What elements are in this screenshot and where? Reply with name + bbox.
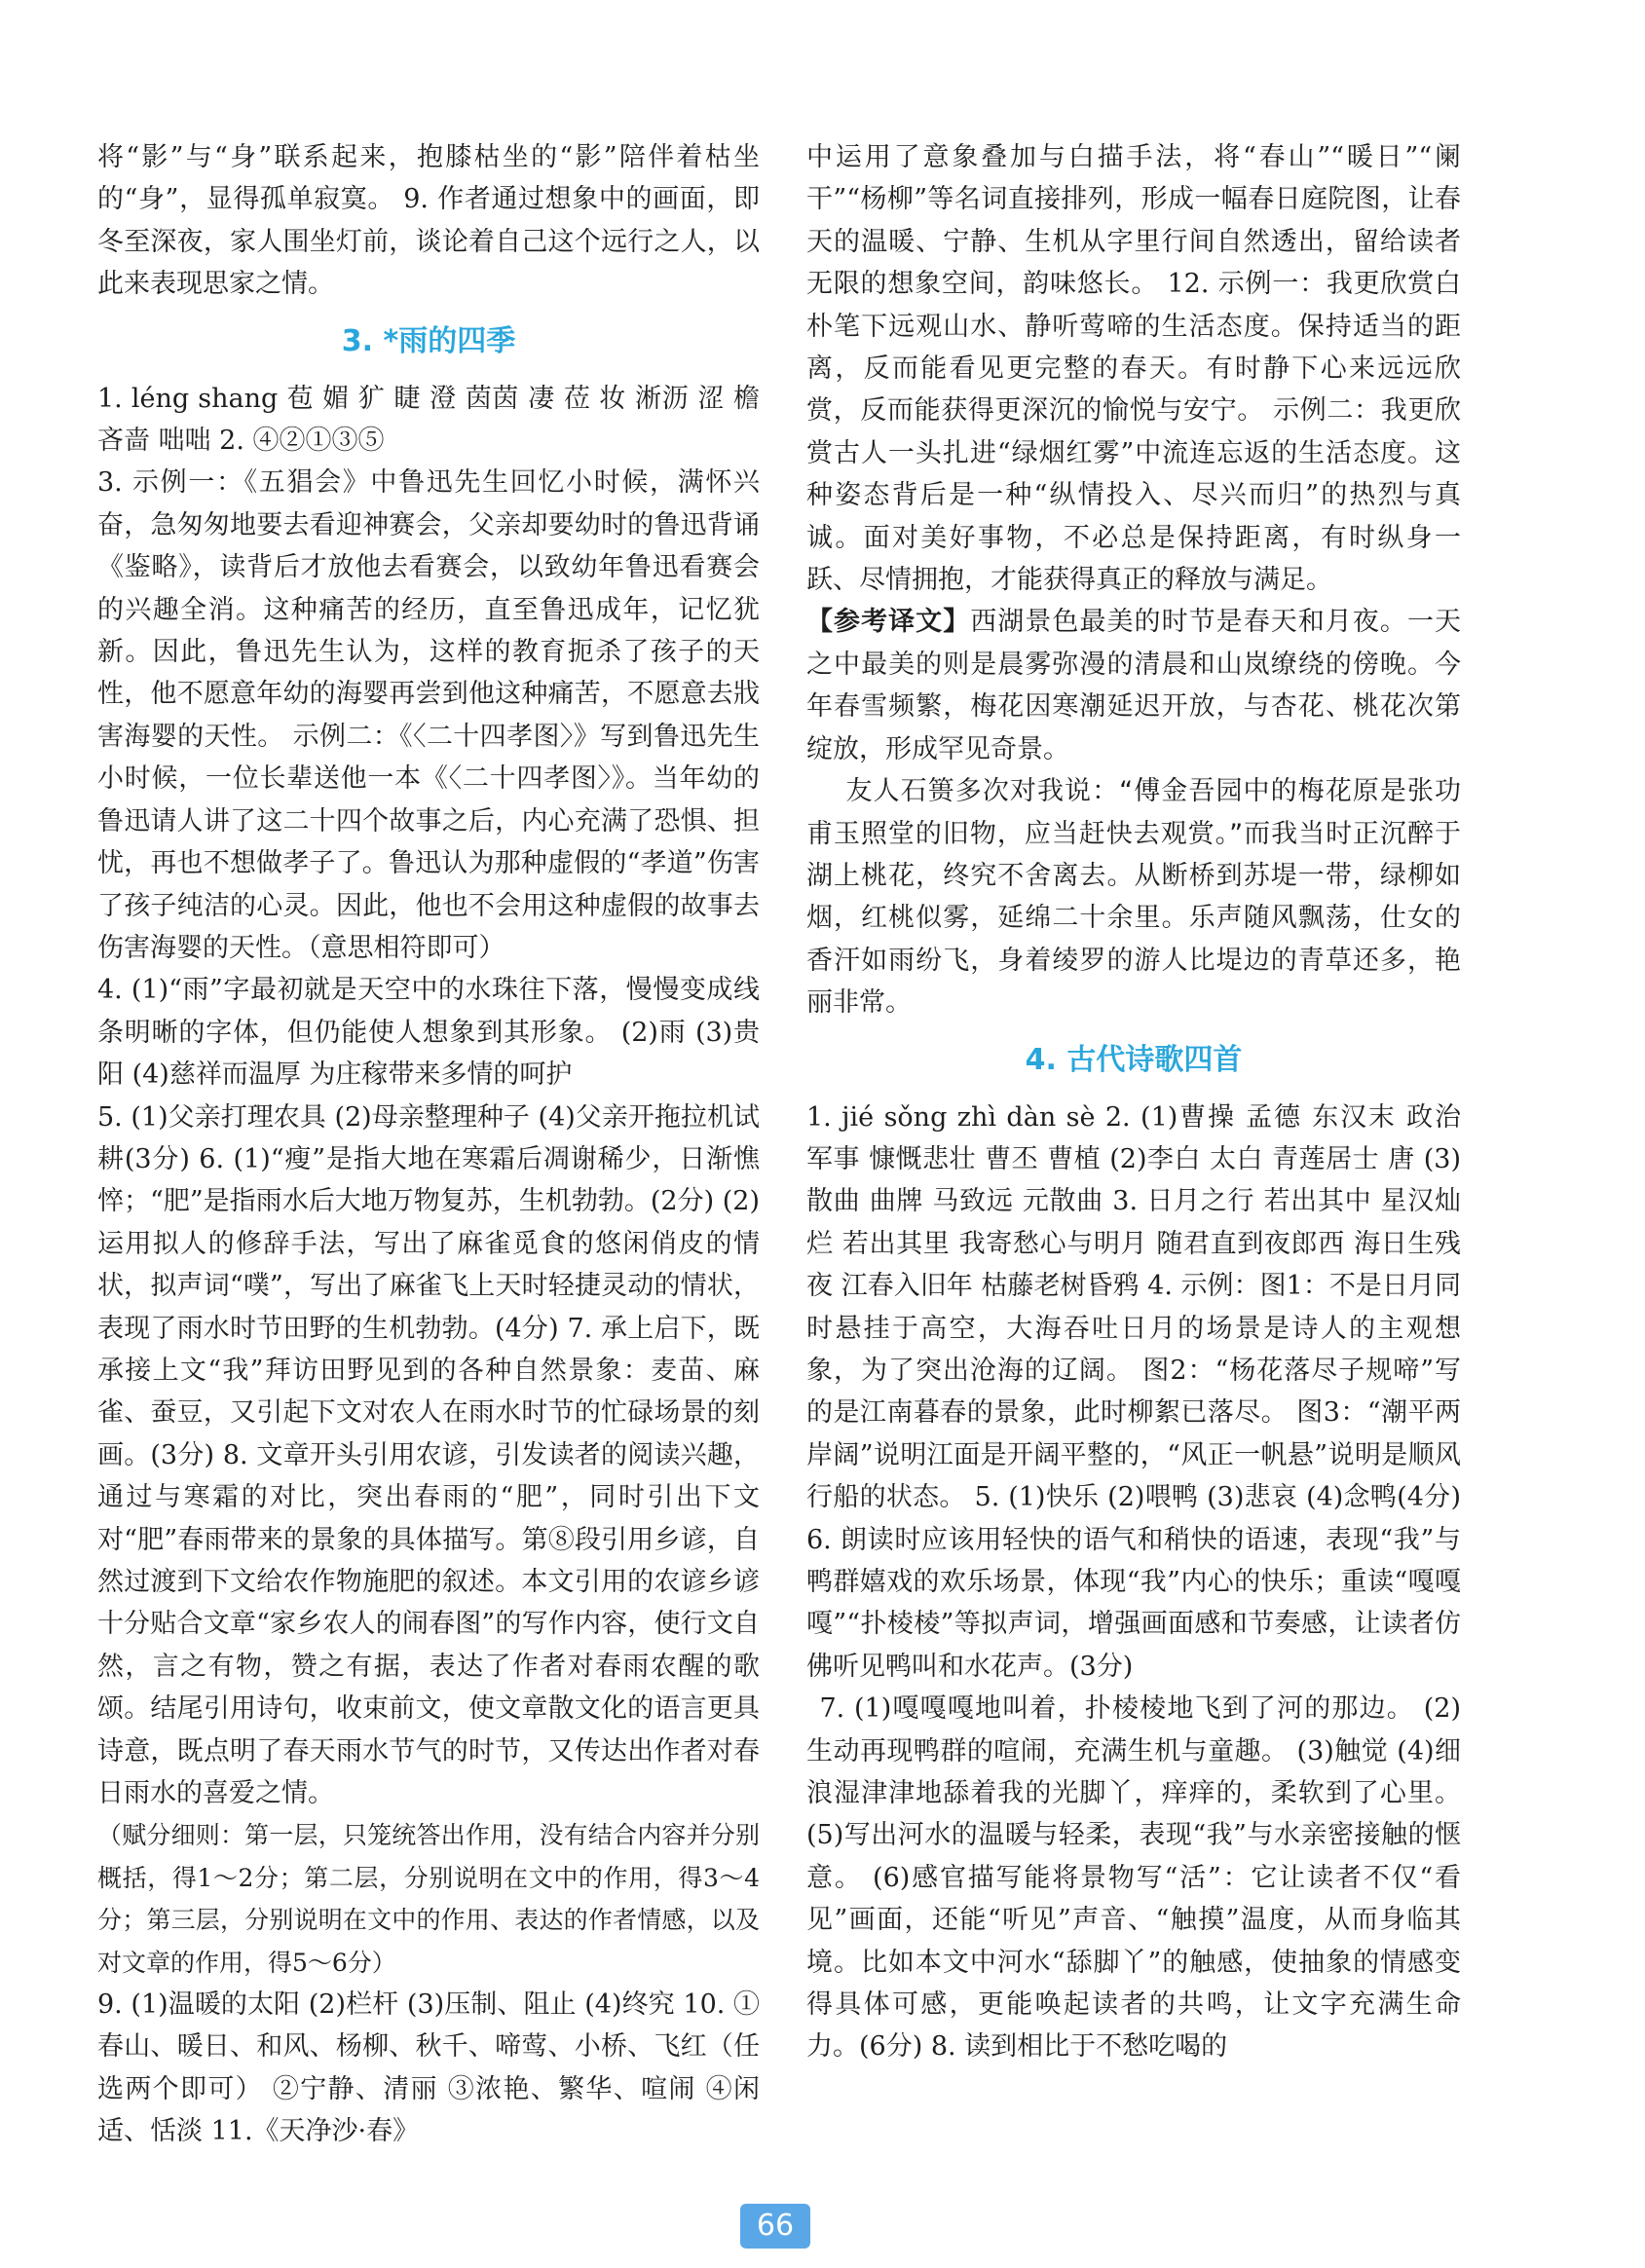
answer-text-p1: 1. léng shang 苞 媚 犷 睫 澄 茵茵 凄 莅 妆 淅沥 涩 檐 吝啬 咄咄 2. ④②①③⑤ [97, 383, 760, 457]
answer-text-p6: 9. (1)温暖的太阳 (2)栏杆 (3)压制、阻止 (4)终究 10. ①春山、暖日、和风、杨柳、秋千、啼莺、小桥、飞红（任选两个即可） ②宁静、清丽 ③浓艳、繁华、喧闹 ④闲适、恬淡 11.《天净沙·春》 [97, 1989, 760, 2147]
answer-text-r1: 中运用了意象叠加与白描手法，将“春山”“暖日”“阑干”“杨柳”等名词直接排列，形成一幅春日庭院图，让春天的温暖、宁静、生机从字里行间自然透出，留给读者无限的想象空间，韵味悠长。 12. 示例一：我更欣赏白朴笔下远观山水、静听莺啼的生活态度。保持适当的距离，反而能看见更完整的春天。有时静下心来远远欣赏，反而能获得更深沉的愉悦与安宁。 示例二：我更欣赏古人一头扎进“绿烟红雾”中流连忘返的生活态度。这种姿态背后是一种“纵情投入、尽兴而归”的热烈与真诚。面对美好事物，不必总是保持距离，有时纵身一跃、尽情拥抱，才能获得真正的释放与满足。 [806, 142, 1461, 596]
translation-text-2: 友人石篑多次对我说：“傅金吾园中的梅花原是张功甫玉照堂的旧物，应当赶快去观赏。”而我当时正沉醉于湖上桃花，终究不舍离去。从断桥到苏堤一带，绿柳如烟，红桃似雾，延绵二十余里。乐声随风飘荡，仕女的香汗如雨纷飞，身着绫罗的游人比堤边的青草还多，艳丽非常。 [806, 776, 1461, 1019]
reference-translation [806, 601, 1461, 770]
right-column [806, 136, 1461, 2068]
answer-text-intro: 将“影”与“身”联系起来，抱膝枯坐的“影”陪伴着枯坐的“身”，显得孤单寂寞。 9. 作者通过想象中的画面，即冬至深夜，家人围坐灯前，谈论着自己这个远行之人，以此来表现思家之情。 [97, 142, 760, 300]
answer-text-r2: 1. jié sǒng zhì dàn sè 2. (1)曹操 孟德 东汉末 政治 军事 慷慨悲壮 曹丕 曹植 (2)李白 太白 青莲居士 唐 (3)散曲 曲牌 马致远 元散曲 3. 日月之行 若出其中 星汉灿烂 若出其里 我寄愁心与明月 随君直到夜郎西 海日生残夜 江春入旧年 枯藤老树昏鸦 4. 示例：图1：不是日月同时悬挂于高空，大海吞吐日月的场景是诗人的主观想象，为了突出沧海的辽阔。 图2：“杨花落尽子规啼”写的是江南暮春的景象，此时柳絮已落尽。 图3：“潮平两岸阔”说明江面是开阔平整的，“风正一帆悬”说明是顺风行船的状态。 5. (1)快乐 (2)喂鸭 (3)悲哀 (4)念鸭(4分) 6. 朗读时应该用轻快的语气和稍快的语速，表现“我”与鸭群嬉戏的欢乐场景，体现“我”内心的快乐；重读“嘎嘎嘎”“扑棱棱”等拟声词，增强画面感和节奏感，让读者仿佛听见鸭叫和水花声。(3分) [806, 1101, 1461, 1682]
left-column [97, 136, 760, 2153]
answer-text-p3: 4. (1)“雨”字最初就是天空中的水珠往下落，慢慢变成线条明晰的字体，但仍能使人想象到其形象。 (2)雨 (3)贵阳 (4)慈祥而温厚 为庄稼带来多情的呵护 [97, 975, 760, 1091]
answer-text-p4: 5. (1)父亲打理农具 (2)母亲整理种子 (4)父亲开拖拉机试耕(3分) 6. (1)“瘦”是指大地在寒霜后凋谢稀少，日渐憔悴；“肥”是指雨水后大地万物复苏，生机勃勃。(2分) (2)运用拟人的修辞手法，写出了麻雀觅食的悠闲俏皮的情状，拟声词“噗”，写出了麻雀飞上天时轻捷灵动的情状，表现了雨水时节田野的生机勃勃。(4分) 7. 承上启下，既承接上文“我”拜访田野见到的各种自然景象：麦苗、麻雀、蚕豆，又引起下文对农人在雨水时节的忙碌场景的刻画。(3分) 8. 文章开头引用农谚，引发读者的阅读兴趣，通过与寒霜的对比，突出春雨的“肥”，同时引出下文对“肥”春雨带来的景象的具体描写。第⑧段引用乡谚，自然过渡到下文给农作物施肥的叙述。本文引用的农谚乡谚十分贴合文章“家乡农人的闹春图”的写作内容，使行文自然，言之有物，赞之有据，表达了作者对春雨农醒的歌颂。结尾引用诗句，收束前文，使文章散文化的语言更具诗意，既点明了春天雨水节气的时节，又传达出作者对春日雨水的喜爱之情。 [97, 1101, 760, 1809]
answer-text-p2: 3. 示例一：《五猖会》中鲁迅先生回忆小时候，满怀兴奋，急匆匆地要去看迎神赛会，父亲却要幼时的鲁迅背诵《鉴略》，读背后才放他去看赛会，以致幼年鲁迅看赛会的兴趣全消。这种痛苦的经历，直至鲁迅成年，记忆犹新。因此，鲁迅先生认为，这样的教育扼杀了孩子的天性，他不愿意年幼的海婴再尝到他这种痛苦，不愿意去戕害海婴的天性。 示例二：《〈二十四孝图〉》写到鲁迅先生小时候，一位长辈送他一本《〈二十四孝图〉》。当年幼的鲁迅请人讲了这二十四个故事之后，内心充满了恐惧、担忧，再也不想做孝子了。鲁迅认为那种虚假的“孝道”伤害了孩子纯洁的心灵。因此，他也不会用这种虚假的故事去伤害海婴的天性。（意思相符即可） [97, 467, 760, 963]
section-title-4: 4. 古代诗歌四首 [1025, 1042, 1243, 1077]
page-number-badge: 66 [740, 2204, 810, 2249]
scoring-notes: （赋分细则：第一层，只笼统答出作用，没有结合内容并分别概括，得1～2分；第二层，分别说明在文中的作用，得3～4分；第三层，分别说明在文中的作用、表达的作者情感，以及对文章的作用，得5～6分） [97, 1821, 760, 1977]
section-title-3: 3. *雨的四季 [341, 323, 516, 358]
translation-label: 【参考译文】 [806, 607, 971, 638]
translation-text-1: 西湖景色最美的时节是春天和月夜。一天之中最美的则是晨雾弥漫的清晨和山岚缭绕的傍晚。今年春雪频繁，梅花因寒潮延迟开放，与杏花、桃花次第绽放，形成罕见奇景。 [806, 607, 1462, 764]
answer-text-r3: 7. (1)嘎嘎嘎地叫着，扑棱棱地飞到了河的那边。 (2)生动再现鸭群的喧闹，充满生机与童趣。 (3)触觉 (4)细浪湿津津地舔着我的光脚丫，痒痒的，柔软到了心里。 (5)写出河水的温暖与轻柔，表现“我”与水亲密接触的惬意。 (6)感官描写能将景物写“活”：它让读者不仅“看见”画面，还能“听见”声音、“触摸”温度，从而身临其境。比如本文中河水“舔脚丫”的触感，使抽象的情感变得具体可感，更能唤起读者的共鸣，让文字充满生命力。(6分) 8. 读到相比于不愁吃喝的 [806, 1693, 1461, 2063]
